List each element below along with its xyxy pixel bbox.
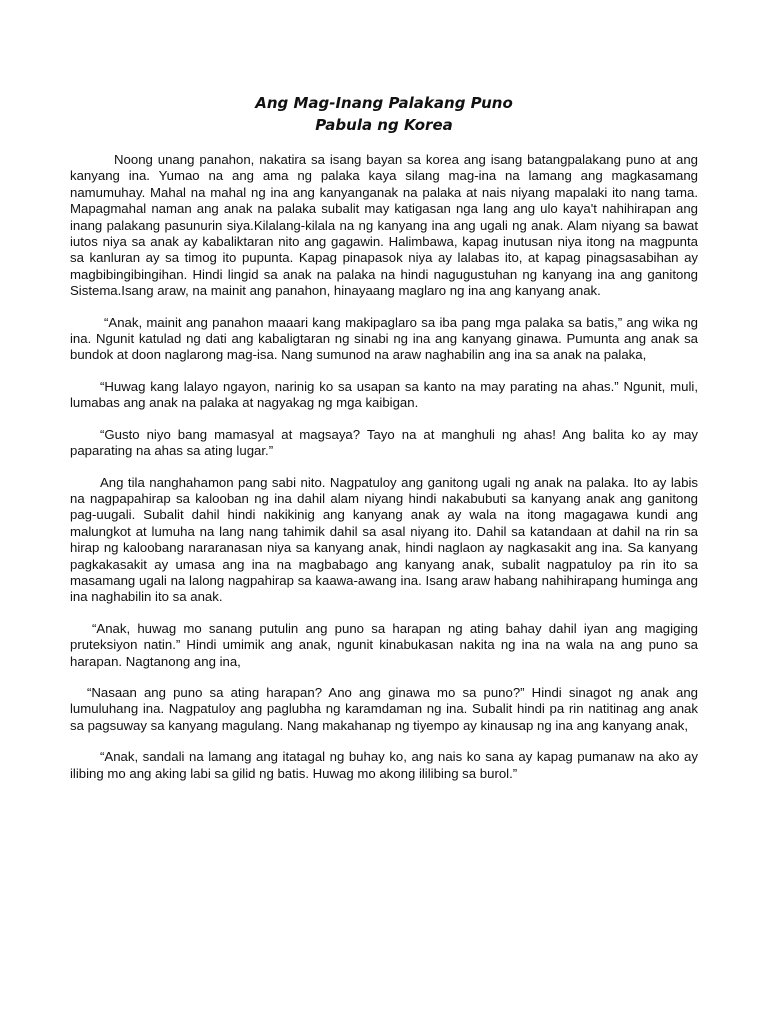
paragraph-3: “Huwag kang lalayo ngayon, narinig ko sa usapan sa kanto na may parating na ahas.” Ngunit, muli, lumabas ang anak na palaka at nagyakag ng mga kaibigan. — [70, 378, 698, 411]
paragraph-6: “Anak, huwag mo sanang putulin ang puno sa harapan ng ating bahay dahil iyan ang magiging pruteksiyon natin.” Hindi umimik ang anak, ngunit kinabukasan nakita ng ina na wala na ang puno sa harapan. Nagtanong ang ina, — [70, 620, 698, 669]
paragraph-5: Ang tila nanghahamon pang sabi nito. Nagpatuloy ang ganitong ugali ng anak na palaka. Ito ay labis na nagpapahirap sa kalooban ng ina dahil alam niyang hindi nakabubuti sa kanyang anak ang ganitong pag-uugali. Subalit dahil hindi nakikinig ang kanyang anak ay wala na itong magagawa kundi ang malungkot at lumuha na lang nang tahimik dahil sa asal niyang ito. Dahil sa katandaan at dahil na rin sa hirap ng kaloobang nararanasan niya sa kanyang anak, hindi naglaon ay nagkasakit ang ina. Sa kanyang pagkakasakit ay umasa ang ina na magbabago ang kanyang anak, subalit nagpatuloy pa rin ito sa masamang ugali na lalong nagpahirap sa kaawa-awang ina. Isang araw habang nahihirapang huminga ang ina naghabilin ito sa anak. — [70, 474, 698, 605]
title-block — [0, 92, 768, 136]
paragraph-8: “Anak, sandali na lamang ang itatagal ng buhay ko, ang nais ko sana ay kapag pumanaw na ako ay ilibing mo ang aking labi sa gilid ng batis. Huwag mo akong ililibing sa burol.” — [70, 749, 698, 781]
document-subtitle: Pabula ng Korea — [315, 116, 453, 134]
paragraph-2: “Anak, mainit ang panahon maaari kang makipaglaro sa iba pang mga palaka sa batis,” ang wika ng ina. Ngunit katulad ng dati ang kabaligtaran ng sinabi ng ina ang kanyang ginawa. Pumunta ang anak sa bundok at doon naglarong mag-isa. Nang sumunod na araw naghabilin ang ina sa anak na palaka, — [70, 314, 698, 363]
document-title: Ang Mag-Inang Palakang Puno — [255, 94, 513, 112]
paragraph-1: Noong unang panahon, nakatira sa isang bayan sa korea ang isang batangpalakang puno at ang kanyang ina. Yumao na ang ama ng palaka kaya silang mag-ina na lamang ang magkasamang namumuhay. Mahal na mahal ng ina ang kanyanganak na palaka at nais niyang mapalaki ito nang tama. Mapagmahal naman ang anak na palaka subalit may katigasan nga lang ang ulo kaya't nahihirapan ang inang palakang pasunurin siya.Kilalang-kilala na ng kanyang ina ang ugali ng anak. Alam niyang sa bawat iutos niya sa anak ay kabaliktaran nito ang gagawin. Halimbawa, kapag inutusan niya itong na magpunta sa kanluran ay sa timog ito pupunta. Kapag pinapasok niya ay lalabas ito, at kapag pinagsasabihan ay magbibingibingihan. Hindi lingid sa anak na palaka na hindi nagugustuhan ng kanyang ina ang ganitong Sistema.Isang araw, na mainit ang panahon, hinayaang maglaro ng ina ang kanyang anak. — [70, 152, 698, 299]
story-body — [70, 152, 698, 797]
paragraph-4: “Gusto niyo bang mamasyal at magsaya? Tayo na at manghuli ng ahas! Ang balita ko ay may paparating na ahas sa ating lugar.” — [70, 426, 698, 459]
paragraph-7: “Nasaan ang puno sa ating harapan? Ano ang ginawa mo sa puno?” Hindi sinagot ng anak ang lumuluhang ina. Nagpatuloy ang paglubha ng karamdaman ng ina. Subalit hindi pa rin natitinag ang anak sa pagsuway sa kanyang magulang. Nang makahanap ng tiyempo ay kinausap ng ina ang kanyang anak, — [70, 684, 698, 733]
